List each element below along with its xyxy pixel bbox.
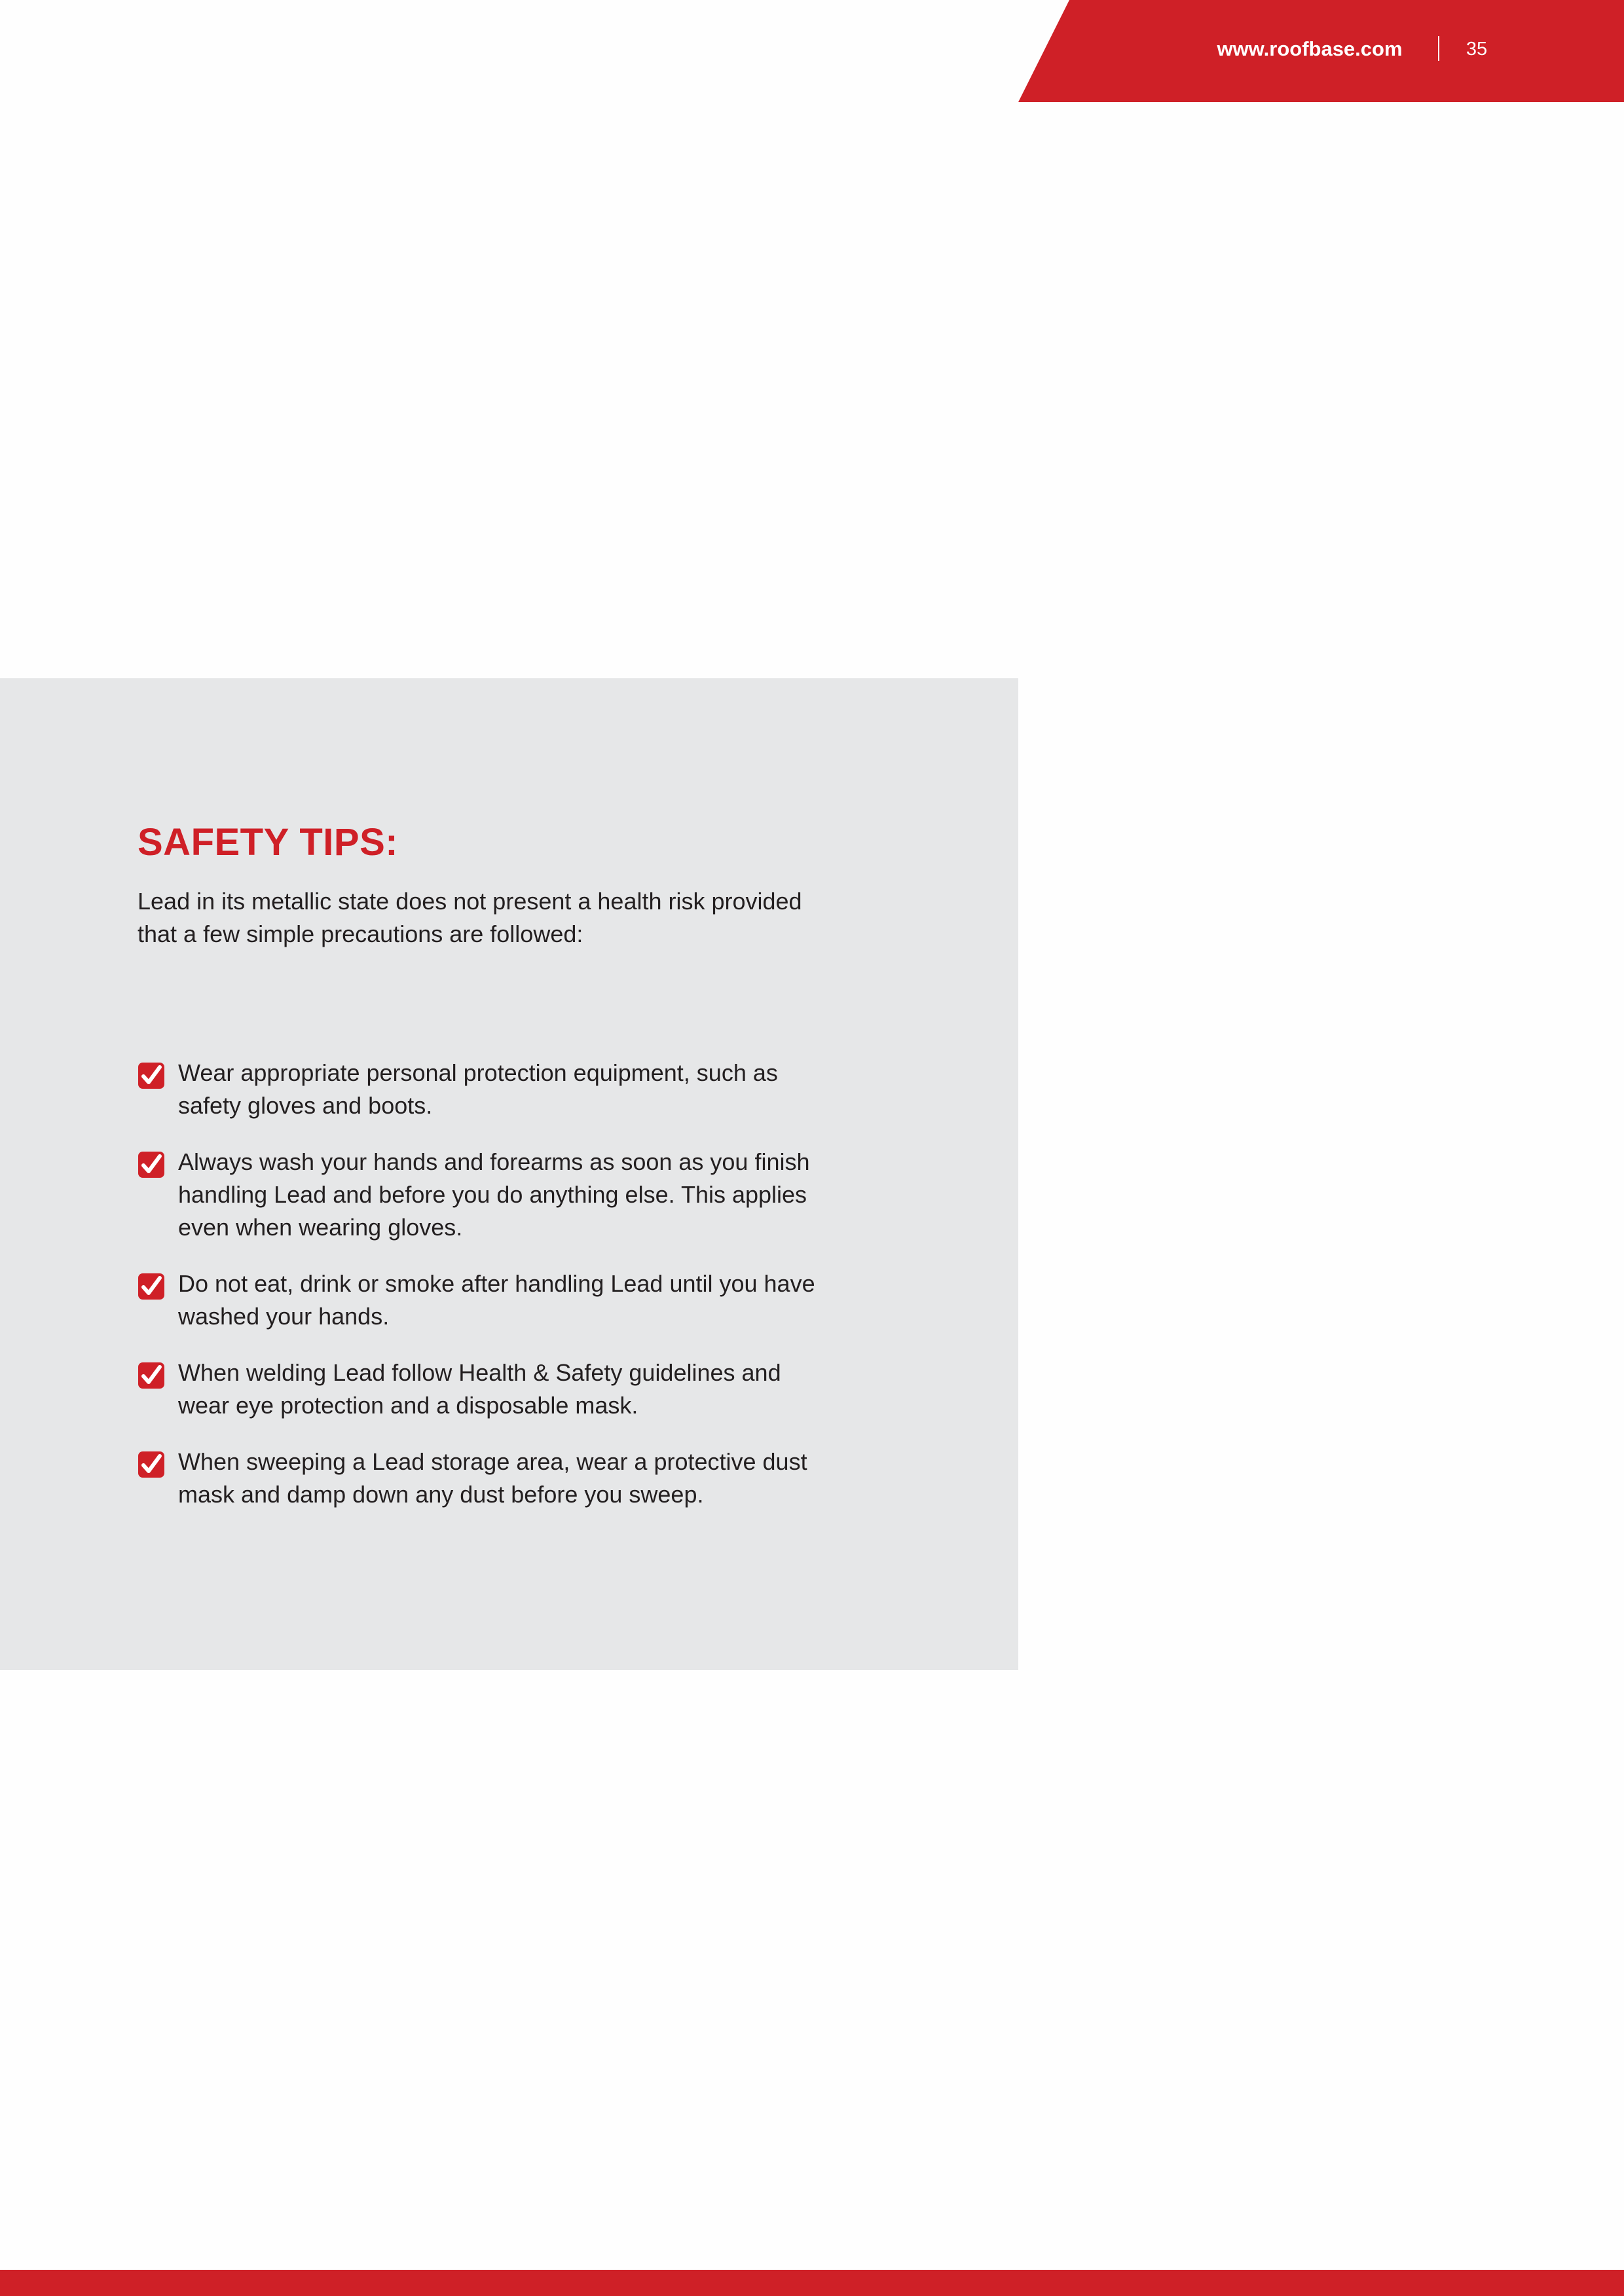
- checkbox-checked-icon: [138, 1362, 165, 1389]
- website-link[interactable]: www.roofbase.com: [1217, 37, 1403, 60]
- header-divider: [1438, 36, 1439, 61]
- list-item-text: Always wash your hands and forearms as soon as you finish handling Lead and before you do anything else. This applies even when wearing gloves.: [178, 1148, 810, 1241]
- list-item-text: Do not eat, drink or smoke after handling Lead until you have washed your hands.: [178, 1270, 815, 1330]
- checkbox-checked-icon: [138, 1062, 165, 1089]
- list-item: [138, 1057, 819, 1122]
- checkbox-checked-icon: [138, 1273, 165, 1300]
- list-item: [138, 1267, 819, 1333]
- list-item: [138, 1446, 819, 1511]
- checkbox-checked-icon: [138, 1451, 165, 1478]
- list-item-text: Wear appropriate personal protection equipment, such as safety gloves and boots.: [178, 1059, 778, 1119]
- list-item-text: When welding Lead follow Health & Safety guidelines and wear eye protection and a disposable mask.: [178, 1359, 781, 1419]
- safety-tips-list: [138, 1057, 819, 1535]
- list-item: [138, 1357, 819, 1422]
- safety-tips-intro: Lead in its metallic state does not present a health risk provided that a few simple precautions are followed:: [138, 888, 802, 947]
- footer-band: [0, 2270, 1624, 2296]
- safety-tips-heading: SAFETY TIPS:: [138, 821, 399, 864]
- list-item-text: When sweeping a Lead storage area, wear a protective dust mask and damp down any dust before you sweep.: [178, 1448, 807, 1508]
- list-item: [138, 1146, 819, 1244]
- page-number: 35: [1466, 39, 1488, 60]
- checkbox-checked-icon: [138, 1151, 165, 1178]
